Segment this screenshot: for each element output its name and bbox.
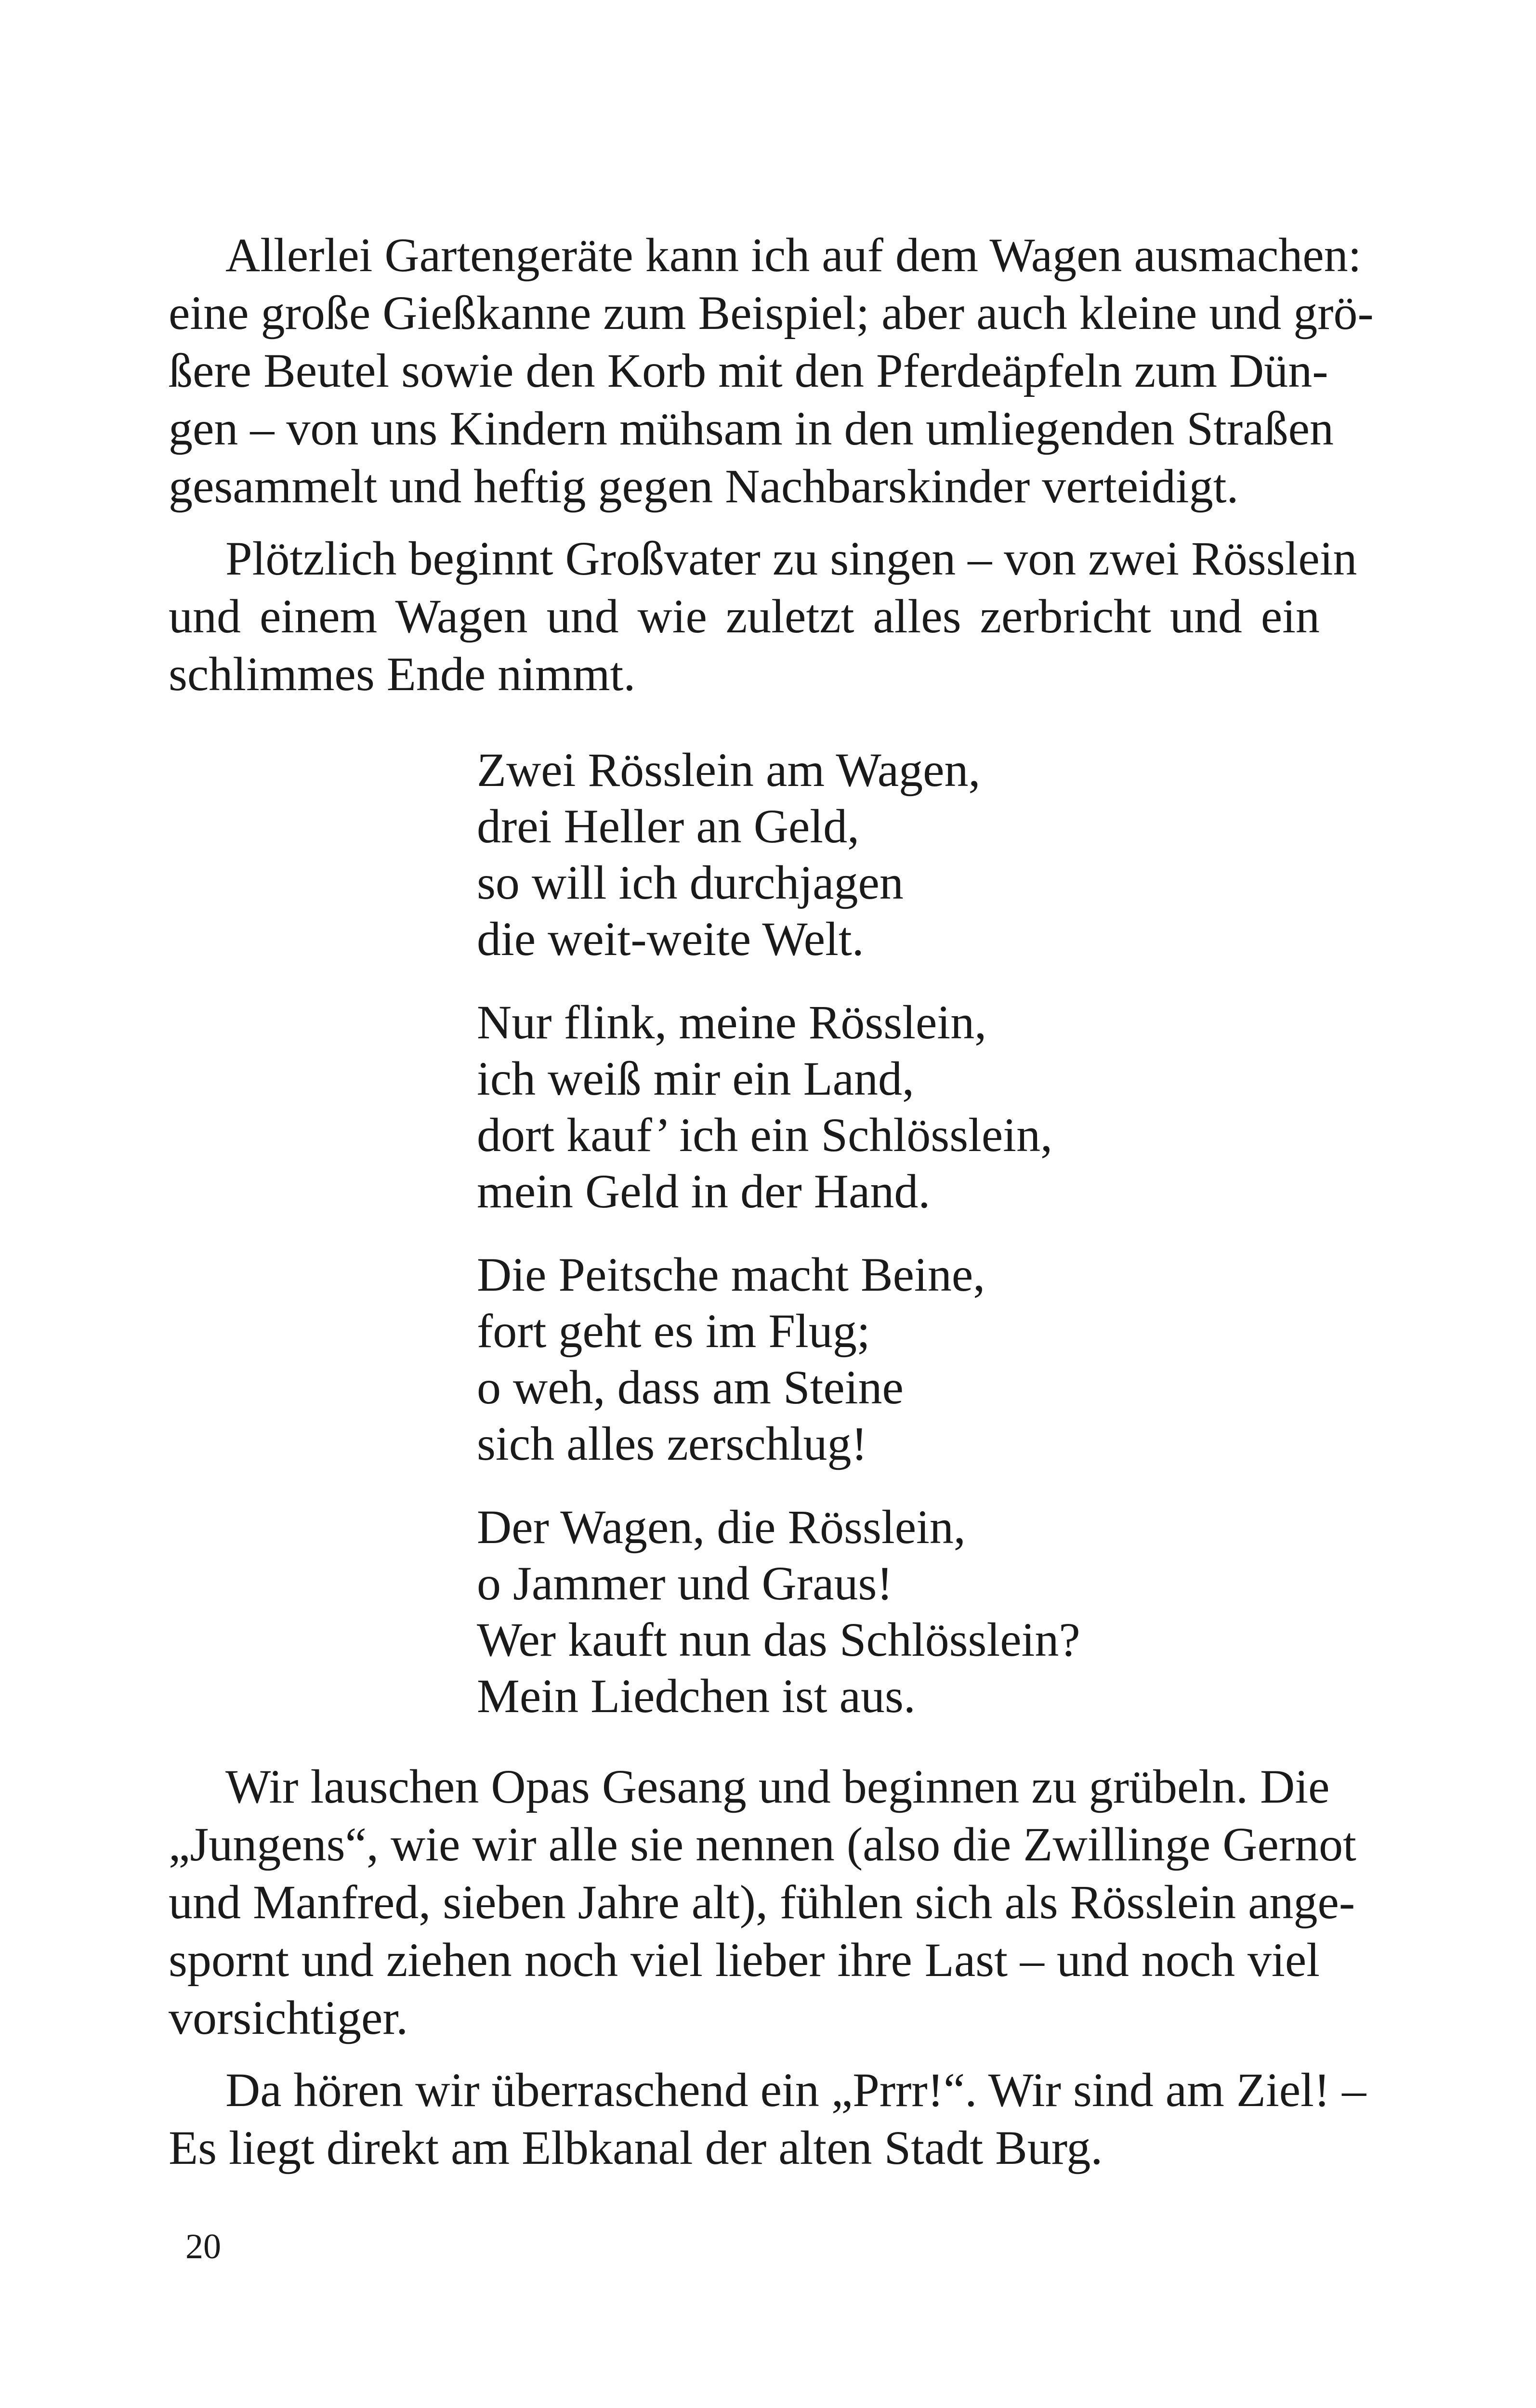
text-line: schlimmes Ende nimmt. (169, 647, 636, 701)
text-line: spornt und ziehen noch viel lieber ihre Last – und noch viel (169, 1933, 1320, 1987)
text-line: gesammelt und heftig gegen Nachbarskinder verteidigt. (169, 459, 1239, 513)
verse-line: die weit-weite Welt. (477, 912, 864, 966)
verse-line: dort kauf’ ich ein Schlösslein, (477, 1108, 1053, 1162)
text-line: Allerlei Gartengeräte kann ich auf dem Wagen ausmachen: (225, 228, 1362, 282)
paragraph-1 (169, 226, 1374, 515)
paragraph-2 (169, 530, 1357, 703)
verse-line: so will ich durchjagen (477, 856, 904, 909)
verse-line: mein Geld in der Hand. (477, 1165, 931, 1218)
text-line: gen – von uns Kindern mühsam in den umliegenden Straßen (169, 402, 1334, 455)
verse-line: Die Peitsche macht Beine, (477, 1248, 985, 1301)
verse-line: ich weiß mir ein Land, (477, 1052, 915, 1105)
text-line: und einem Wagen und wie zuletzt alles zerbricht und ein (169, 589, 1320, 643)
verse-line: sich alles zerschlug! (477, 1417, 867, 1470)
text-line: Es liegt direkt am Elbkanal der alten Stadt Burg. (169, 2121, 1103, 2174)
verse-line: Wer kauft nun das Schlösslein? (477, 1613, 1080, 1666)
text-line: Plötzlich beginnt Großvater zu singen – von zwei Rösslein (225, 532, 1357, 585)
verse-line: Mein Liedchen ist aus. (477, 1669, 916, 1723)
poem-stanza-1 (477, 742, 1151, 967)
verse-line: drei Heller an Geld, (477, 799, 860, 853)
verse-line: fort geht es im Flug; (477, 1304, 870, 1358)
text-line: vorsichtiger. (169, 1991, 408, 2044)
text-line: Da hören wir überraschend ein „Prrr!“. Wir sind am Ziel! – (225, 2063, 1366, 2117)
poem-stanza-2 (477, 994, 1151, 1219)
text-line: ßere Beutel sowie den Korb mit den Pferdeäpfeln zum Dün- (169, 344, 1328, 397)
text-line: eine große Gießkanne zum Beispiel; aber auch kleine und grö- (169, 286, 1374, 340)
poem-stanza-3 (477, 1246, 1151, 1472)
text-line: Wir lauschen Opas Gesang und beginnen zu grübeln. Die (225, 1760, 1330, 1813)
verse-line: Nur flink, meine Rösslein, (477, 995, 987, 1049)
text-line: „Jungens“, wie wir alle sie nennen (also die Zwillinge Gernot (169, 1818, 1356, 1871)
poem-stanza-4 (477, 1499, 1151, 1724)
page-number: 20 (185, 2227, 221, 2266)
verse-line: o weh, dass am Steine (477, 1361, 904, 1414)
poem (477, 742, 1151, 1751)
verse-line: Der Wagen, die Rösslein, (477, 1500, 966, 1554)
verse-line: o Jammer und Graus! (477, 1557, 893, 1610)
verse-line: Zwei Rösslein am Wagen, (477, 743, 981, 797)
paragraph-3 (169, 1758, 1356, 2047)
text-line: und Manfred, sieben Jahre alt), fühlen sich als Rösslein ange- (169, 1875, 1355, 1929)
paragraph-4 (169, 2061, 1366, 2177)
